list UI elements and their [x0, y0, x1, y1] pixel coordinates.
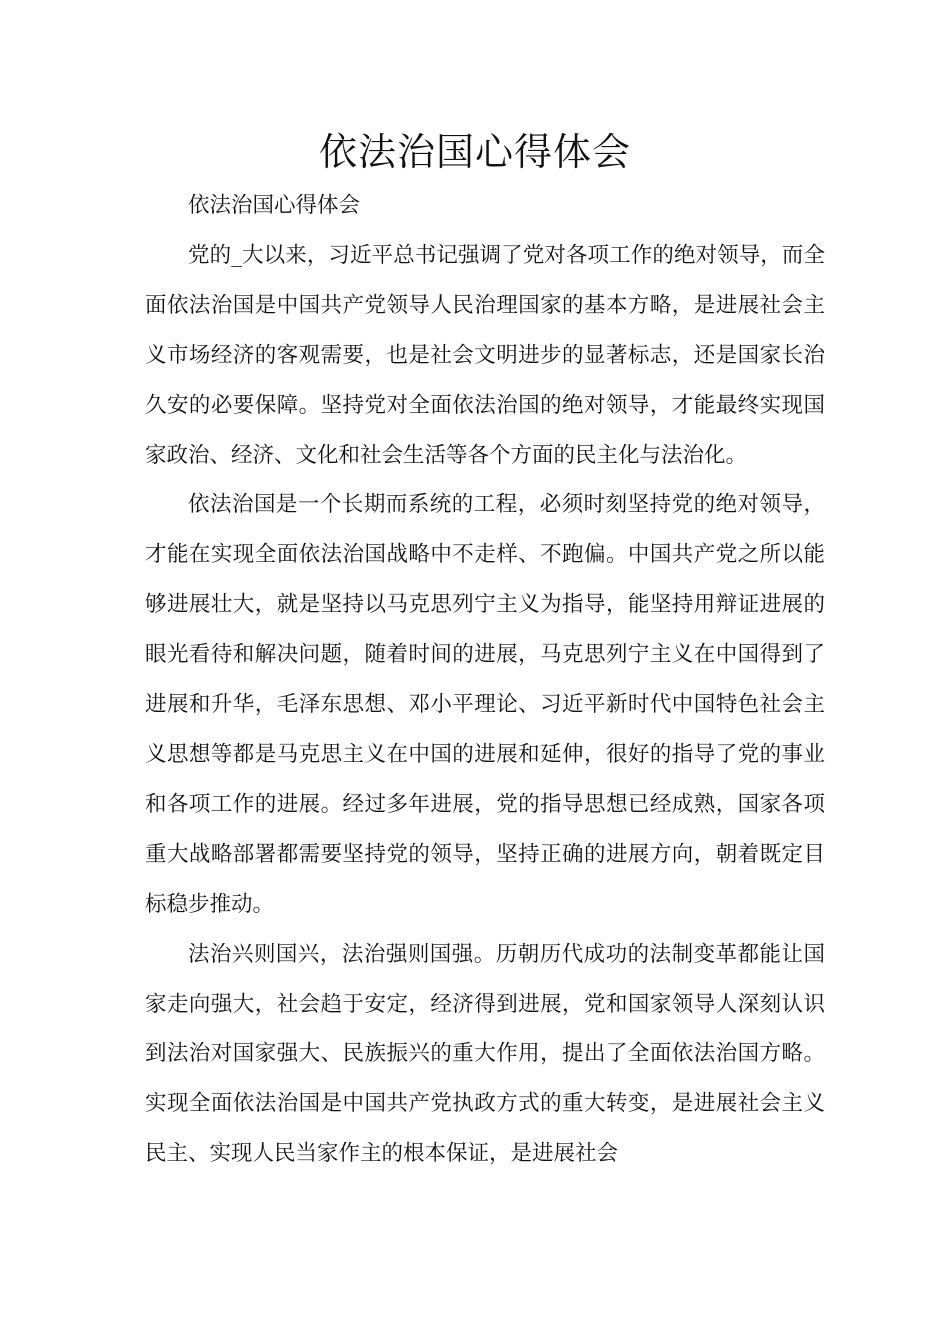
paragraph-1: 党的_大以来，习近平总书记强调了党对各项工作的绝对领导，而全面依法治国是中国共产党领导人民治理国家的基本方略，是进展社会主义市场经济的客观需要，也是社会文明进步的显著标志，还是国家长治久安的必要保障。坚持党对全面依法治国的绝对领导，才能最终实现国家政治、经济、文化和社会生活等各个方面的民主化与法治化。: [145, 242, 825, 468]
document-body: [145, 181, 825, 1179]
document-title: 依法治国心得体会: [318, 130, 631, 174]
paragraph-subtitle: 依法治国心得体会: [188, 193, 361, 218]
paragraph-3: 法治兴则国兴，法治强则国强。历朝历代成功的法制变革都能让国家走向强大，社会趋于安定，经济得到进展，党和国家领导人深刻认识到法治对国家强大、民族振兴的重大作用，提出了全面依法治国方略。实现全面依法治国是中国共产党执政方式的重大转变，是进展社会主义民主、实现人民当家作主的根本保证，是进展社会: [145, 941, 825, 1167]
paragraph-2: 依法治国是一个长期而系统的工程，必须时刻坚持党的绝对领导，才能在实现全面依法治国战略中不走样、不跑偏。中国共产党之所以能够进展壮大，就是坚持以马克思列宁主义为指导，能坚持用辩证进展的眼光看待和解决问题，随着时间的进展，马克思列宁主义在中国得到了进展和升华，毛泽东思想、邓小平理论、习近平新时代中国特色社会主义思想等都是马克思主义在中国的进展和延伸，很好的指导了党的事业和各项工作的进展。经过多年进展，党的指导思想已经成熟，国家各项重大战略部署都需要坚持党的领导，坚持正确的进展方向，朝着既定目标稳步推动。: [145, 492, 825, 917]
